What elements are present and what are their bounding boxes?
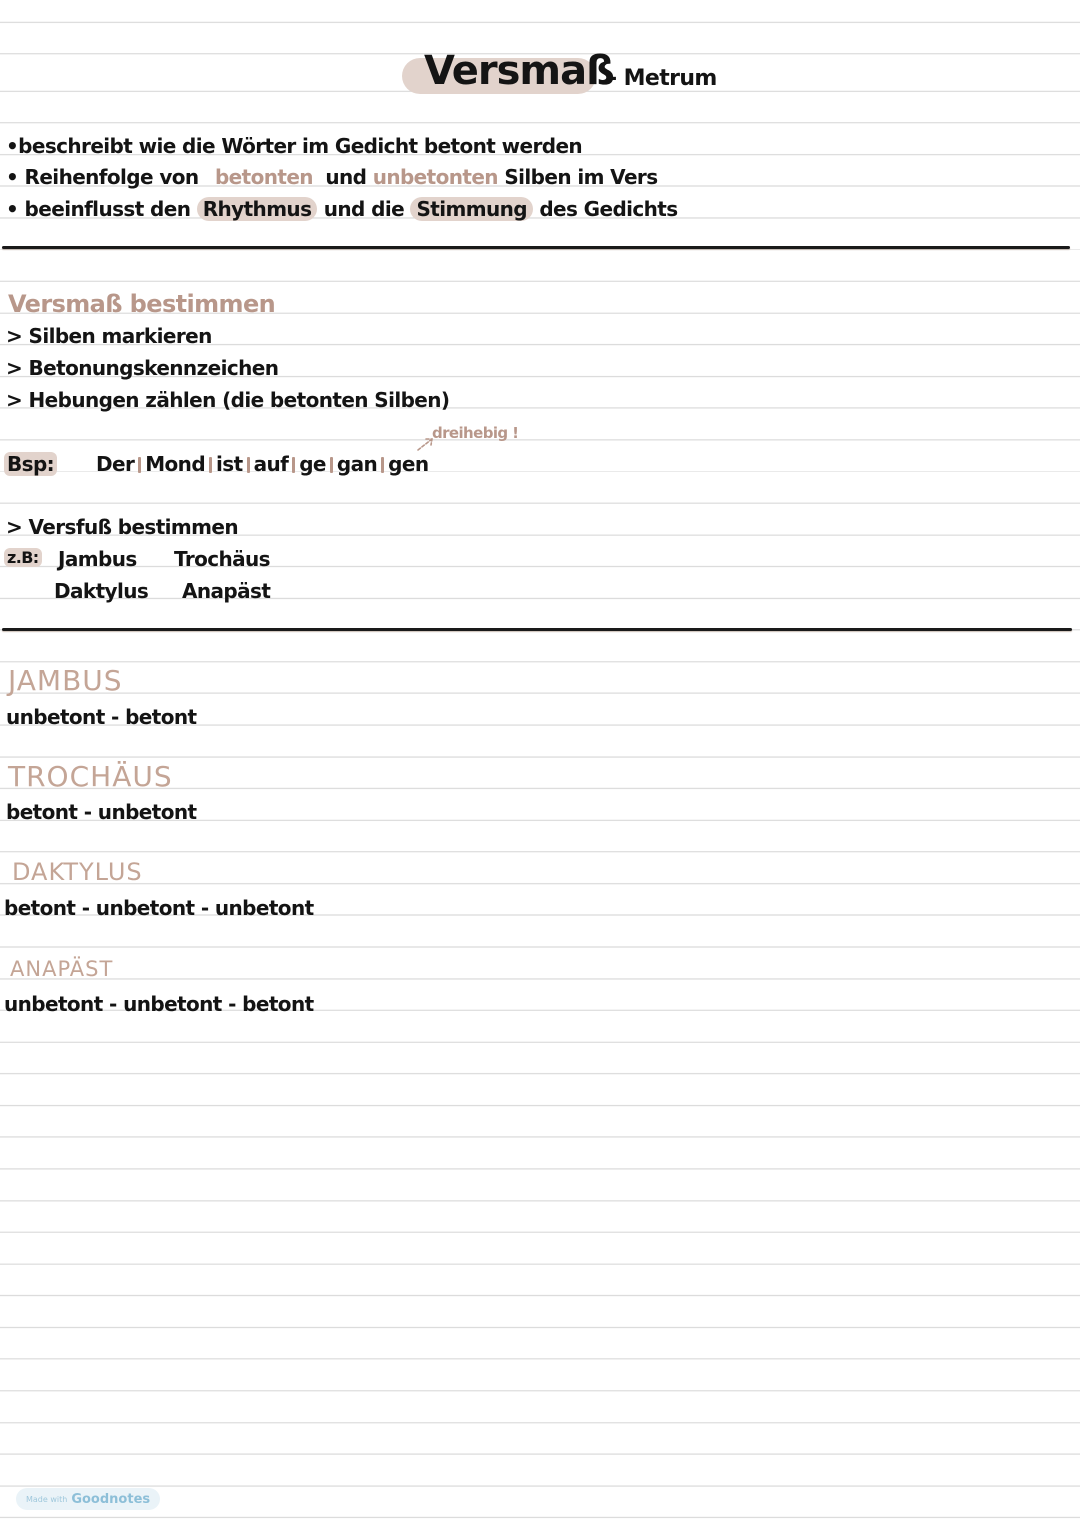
meter-pattern-anapaest: unbetont - unbetont - betont [4,992,314,1016]
syllable-separator [330,457,333,473]
step-3: > Hebungen zählen (die betonten Silben) [6,388,450,412]
example-label: Bsp: [4,452,57,476]
meter-pattern-daktylus: betont - unbetont - unbetont [4,896,314,920]
example-verse [96,452,429,476]
goodnotes-badge [16,1488,160,1510]
syllable-separator [247,457,250,473]
example-trochaeus: Trochäus [174,547,270,571]
goodnotes-logo: Goodnotes [71,1491,151,1507]
syllable: ist [216,452,243,476]
syllable-separator [138,457,141,473]
intro-line-2-end: Silben im Vers [504,165,658,189]
example-jambus: Jambus [58,547,137,571]
page-title: Versmaß [424,48,614,94]
section-heading-bestimmen: Versmaß bestimmen [8,290,276,318]
annotation-arrow-icon [416,436,436,452]
intro-line-3-end: des Gedichts [539,197,678,221]
intro-line-1: •beschreibt wie die Wörter im Gedicht betont werden [6,134,583,158]
intro-line-2-and: und [325,165,367,189]
versfuss-heading: > Versfuß bestimmen [6,515,239,539]
zb-label: z.B: [4,548,42,567]
syllable: Der [96,452,135,476]
syllable-separator [381,457,384,473]
made-with-label: Made with [26,1494,68,1504]
intro-line-3-start: • beeinflusst den [6,197,191,221]
term-betonten: betonten [214,165,313,189]
syllable-separator [209,457,212,473]
syllable: ge [299,452,326,476]
meter-name-jambus: JAMBUS [8,664,123,697]
section-divider-1 [2,246,1070,249]
intro-line-3-mid: und die [323,197,405,221]
intro-line-2 [6,165,658,189]
term-unbetonten: unbetonten [372,165,498,189]
syllable-separator [292,457,295,473]
meter-pattern-jambus: unbetont - betont [6,705,197,729]
meter-name-anapaest: ANAPÄST [10,957,114,981]
example-daktylus: Daktylus [54,579,149,603]
meter-name-daktylus: DAKTYLUS [12,858,143,886]
intro-line-3 [6,197,678,221]
step-2: > Betonungskennzeichen [6,356,279,380]
syllable: gan [336,452,378,476]
page-subtitle: - Metrum [608,66,717,91]
syllable: auf [253,452,289,476]
example-anapaest: Anapäst [182,579,271,603]
syllable: Mond [145,452,206,476]
syllable: gen [388,452,429,476]
meter-name-trochaeus: TROCHÄUS [8,760,173,793]
term-stimmung: Stimmung [410,197,533,221]
meter-pattern-trochaeus: betont - unbetont [6,800,197,824]
term-rhythmus: Rhythmus [197,197,318,221]
annotation-dreihebig: dreihebig ! [432,424,519,442]
step-1: > Silben markieren [6,324,212,348]
section-divider-2 [2,628,1072,631]
intro-line-2-start: • Reihenfolge von [6,165,199,189]
